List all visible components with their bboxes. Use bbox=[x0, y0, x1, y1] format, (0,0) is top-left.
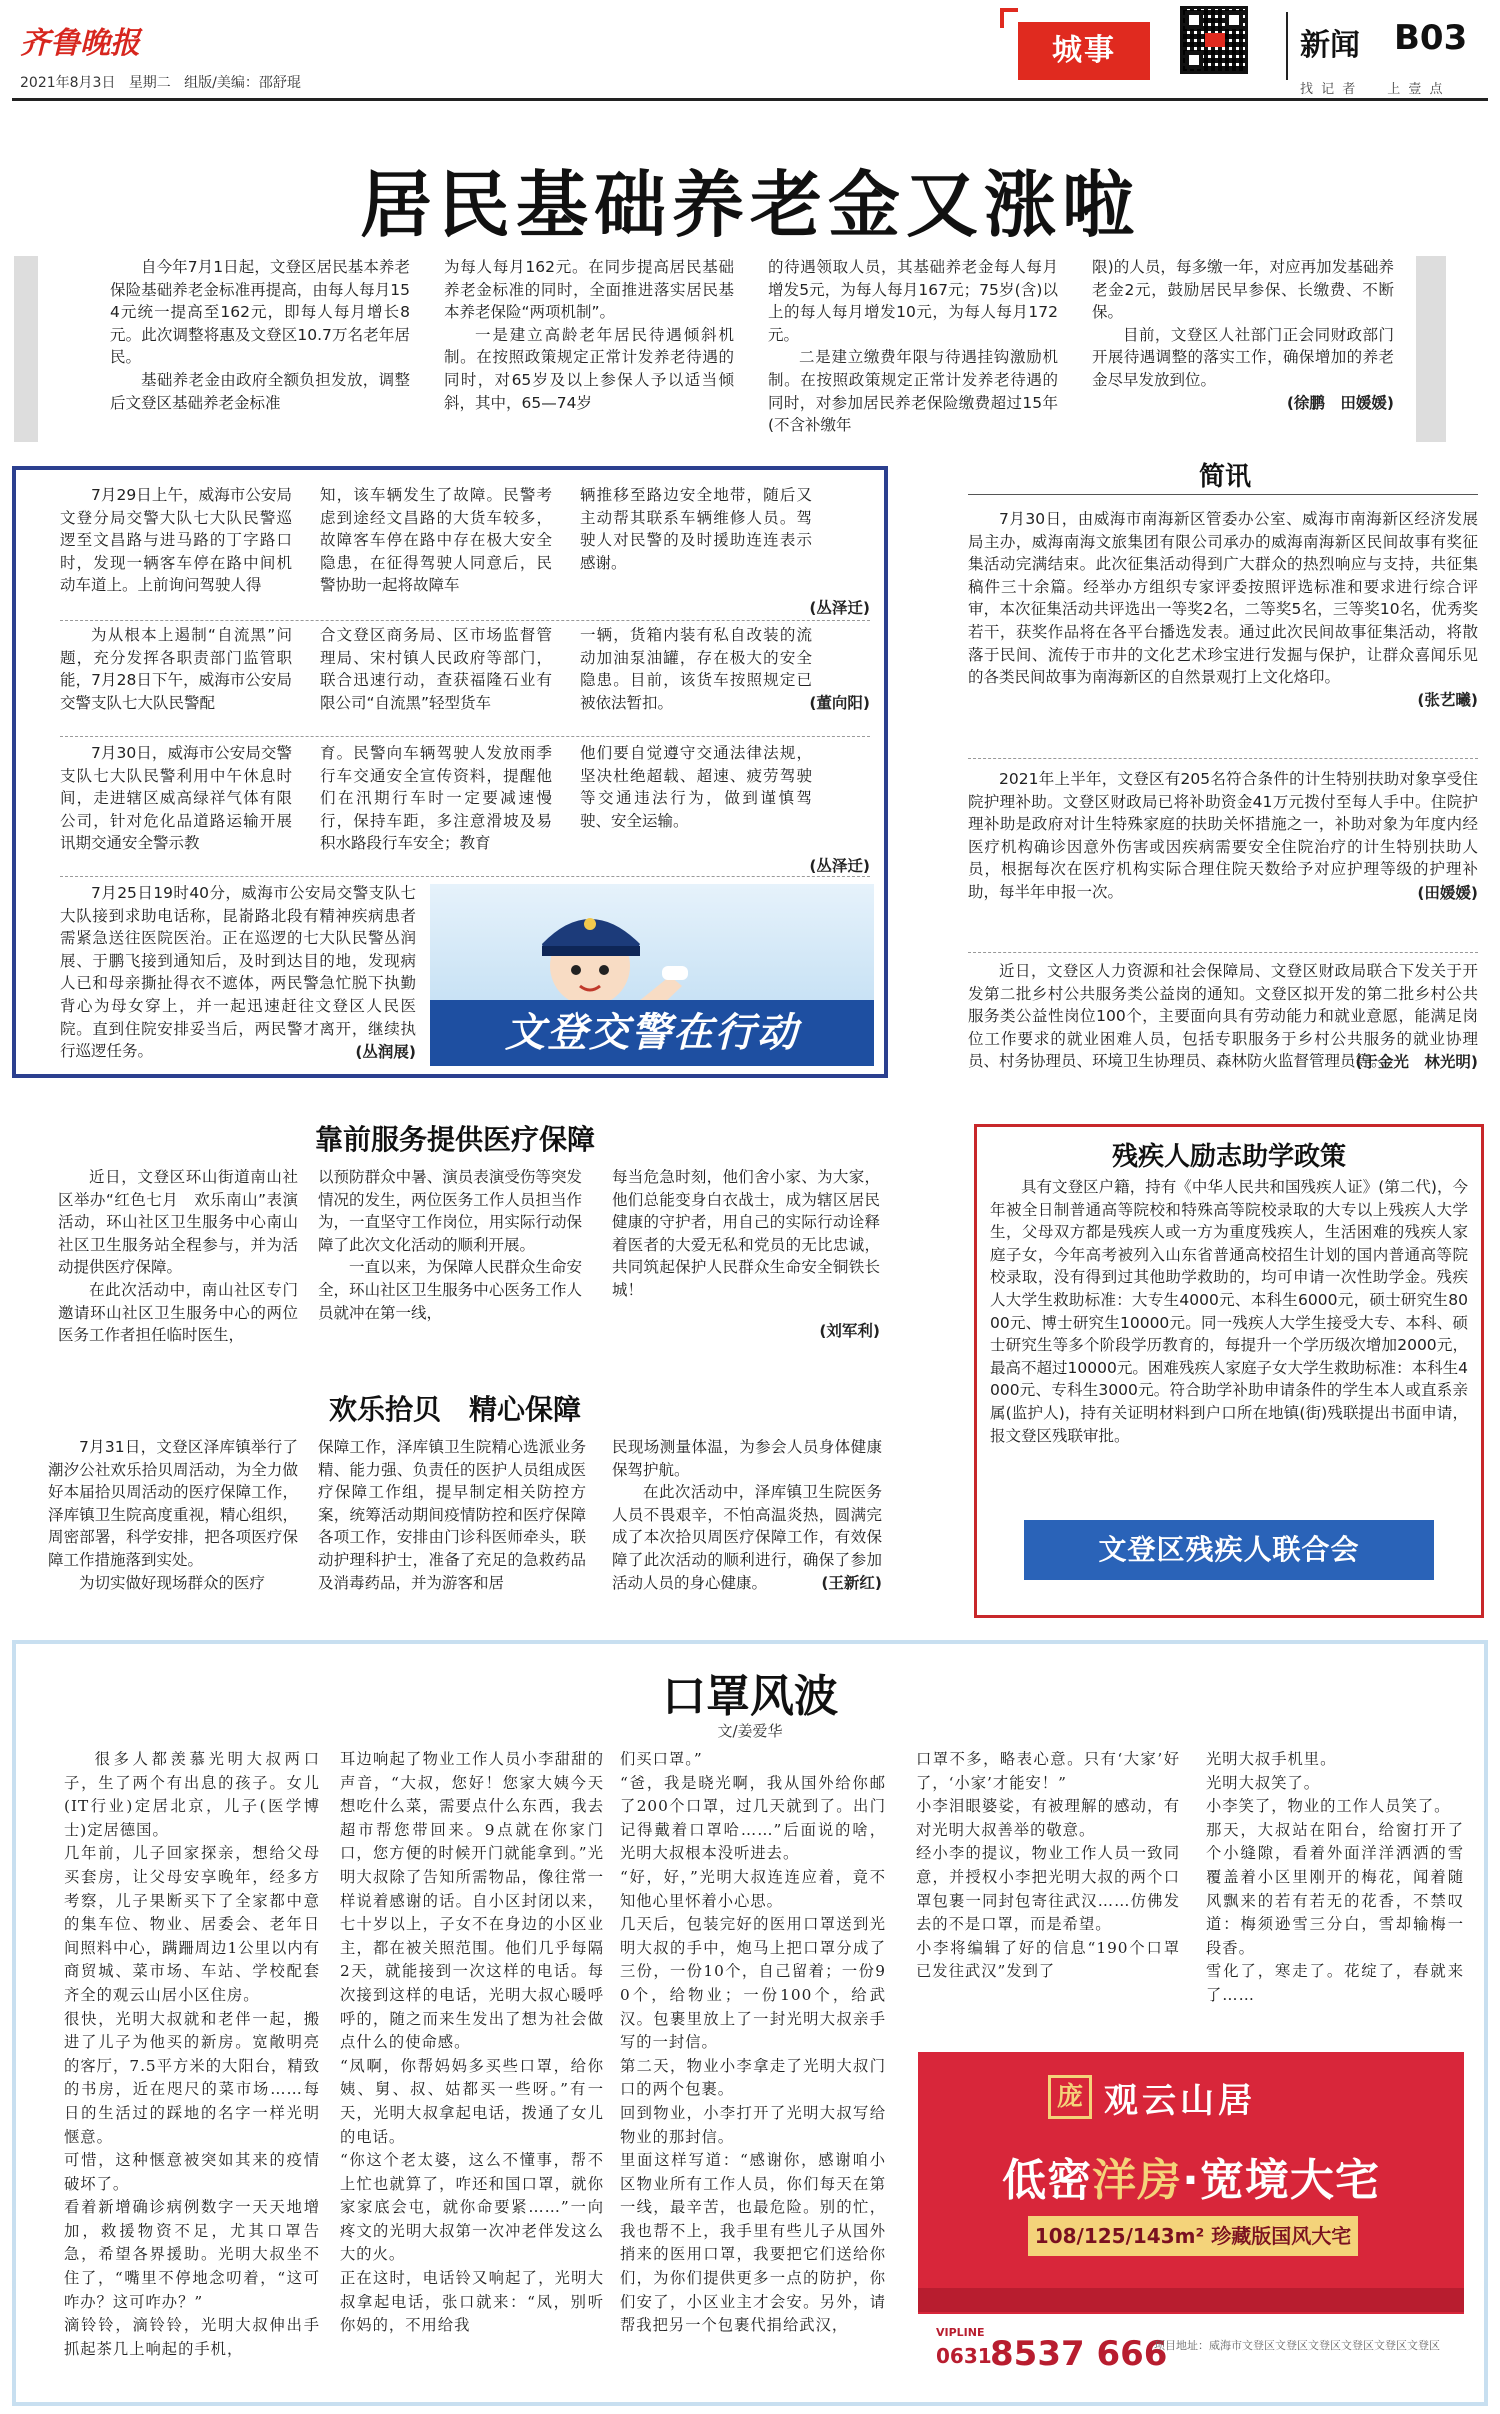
ad-spec: 108/125/143m² 珍藏版国风大宅 bbox=[1028, 2216, 1358, 2256]
brief-heading: 简讯 bbox=[1198, 462, 1251, 492]
disabled-banner: 文登区残疾人联合会 bbox=[1024, 1520, 1434, 1580]
brief-rule bbox=[968, 494, 1478, 495]
mask-col-2: 耳边响起了物业工作人员小李甜甜的声音，“大叔，您好！您家大姨今天想吃什么菜，需要点什么东西，我去超市帮您带回来。9点就在你家门口，您方便的时候开门就能拿到。”光明大叔除了告知所需物品，像往常一样说着感谢的话。自小区封闭以来，七十岁以上，子女不在身边的小区业主，都在被关照范围。他们几乎每隔2天，就能接到一次这样的电话。每次接到这样的电话，光明大叔心暖呼呼的，随之而来生发出了想为社会做点什么的使命感。 “凤啊，你帮妈妈多买些口罩，给你姨、舅、叔、姑都买一些呀。”有一天，光明大叔拿起电话，拨通了女儿的电话。 “你这个老太婆，这么不懂事，帮不上忙也就算了，咋还和国口罩，就你家家底会屯，就你命要紧……”一向疼文的光明大叔第一次冲老伴发这么大的火。 正在这时，电话铃又响起了，光明大叔拿起电话，张口就来：“凤，别听你妈的，不用给我 bbox=[340, 1750, 604, 2335]
police-row-4: 7月25日19时40分，威海市公安局交警支队七大队接到求助电话称，昆嵛路北段有精神疾病患者需紧急送往医院医治。正在巡逻的七大队民警丛润展、于鹏飞接到通知后，及时到达目的地，发现病人已和母亲撕扯得衣不遮体，两民警急忙脱下执勤背心为母女穿上，并一起迅速赶往文登区人民医院。直到住院安排妥当后，两民警才离开，继续执行巡逻任务。 (丛润展) bbox=[60, 882, 416, 1063]
police-row-3: 7月30日，威海市公安局交警支队七大队民警利用中午休息时间，走进辖区威高绿祥气体有限公司，针对危化品道路运输开展讯期交通安全警示教 育。民警向车辆驾驶人发放雨季行车交通安全宣传资料，提醒他们在汛期行车时一定要减速慢行，保持车距，多注意滑坡及易积水路段行车安全；教育 他们要自觉遵守交通法律法规，坚决杜绝超载、超速、疲劳驾驶等交通违法行为，做到谨慎驾驶、安全运输。 (丛泽迁) bbox=[60, 742, 870, 878]
lead-deco-right bbox=[1416, 256, 1446, 442]
issue-editors: 组版/美编：邵舒琨 bbox=[184, 75, 301, 91]
paper-logo: 齐鲁晚报 bbox=[20, 26, 140, 61]
lead-title: 居民基础养老金又涨啦 bbox=[359, 163, 1140, 247]
ad-brand: 观云山居 bbox=[1104, 2080, 1256, 2121]
police-row-2-src: (董向阳) bbox=[809, 694, 870, 713]
ad-seal-icon: 庞 bbox=[1048, 2075, 1092, 2119]
police-divider-3 bbox=[60, 876, 870, 877]
disabled-body: 具有文登区户籍，持有《中华人民共和国残疾人证》(第二代)，今年被全日制普通高等院校和特殊高等院校录取的大专以上残疾人大学生，父母双方都是残疾人或一方为重度残疾人，生活困难的残疾人家庭子女，今年高考被列入山东省普通高校招生计划的国内普通高等院校录取，没有得到过其他助学救助的，均可申请一次性助学金。残疾人大学生救助标准：大专生4000元、本科生6000元，硕士研究生8000元、博士研究生10000元。同一残疾人大学生接受大专、本科、硕士研究生等多个阶段学历教育的，每提升一个学历级次增加2000元，最高不超过10000元。困难残疾人家庭子女大学生救助标准：本科生4000元、专科生3000元。符合助学补助申请条件的学生本人或直系亲属(监护人)，持有关证明材料到户口所在地镇(街)残联提出书面申请，报文登区残联审批。 bbox=[990, 1178, 1468, 1445]
brief-item-3-src: (于金光 林光明) bbox=[1355, 1052, 1478, 1071]
brief-item-2: 2021年上半年，文登区有205名符合条件的计生特别扶助对象享受住院护理补助。文登区财政局已将补助资金41万元拨付至每人手中。住院护理补助是政府对计生特殊家庭的扶助关怀措施之一，补助对象为年度内经医疗机构确诊因意外伤害或因疾病需要安全住院治疗的计生特别扶助人员，根据每次在医疗机构实际合理住院天数给予对应护理等级的护理补助，每半年申报一次。 (田媛媛) bbox=[968, 768, 1478, 904]
mask-col-3: 们买口罩。” “爸，我是晓光啊，我从国外给你邮了200个口罩，过几天就到了。出门记得戴着口罩哈……”后面说的啥，光明大叔根本没听进去。 “好，好，”光明大叔连连应着，竟不知他心里怀着小心思。 几天后，包装完好的医用口罩送到光明大叔的手中，炮马上把口罩分成了三份，一份10个，自己留着；一份90个，给物业；一份100个，给武汉。包裹里放上了一封光明大叔亲手写的一封信。 第二天，物业小李拿走了光明大叔门口的两个包裹。 回到物业，小李打开了光明大叔写给物业的那封信。 里面这样写道：“感谢你，感谢咱小区物业所有工作人员，你们每天在第一线，最辛苦，也最危险。别的忙，我也帮不上，我手里有些儿子从国外捎来的医用口罩，我要把它们送给你们，为你们提供更多一点的防护，你们安了，小区业主才会安。另外，请帮我把另一个包裹代捐给武汉， bbox=[620, 1750, 886, 2335]
brief-divider-2 bbox=[968, 952, 1478, 953]
lead-col-2: 为每人每月162元。在同步提高居民基础养老金标准的同时，全面推进落实居民基本养老保险“两项机制”。 一是建立高龄老年居民待遇倾斜机制。在按照政策规定正常计发养老待遇的同时，对65岁及以上参保人予以适当倾斜，其中，65—74岁 bbox=[444, 258, 734, 412]
masthead-vrule bbox=[1286, 12, 1288, 80]
police-row-2: 为从根本上遏制“自流黑”问题，充分发挥各职责部门监管职能，7月28日下午，威海市公安局交警支队七大队民警配 合文登区商务局、区市场监督管理局、宋村镇人民政府等部门，联合迅速行动，查获福隆石业有限公司“自流黑”轻型货车 一辆，货箱内装有私自改装的流动加油泵油罐，存在极大的安全隐患。目前，该货车按照规定已被依法暂扣。 (董向阳) bbox=[60, 624, 870, 715]
mask-col-4: 口罩不多，略表心意。只有‘大家’好了，‘小家’才能安！” 小李泪眼婆娑，有被理解的感动，有对光明大叔善举的敬意。 经小李的提议，物业工作人员一致同意，并授权小李把光明大叔的两个口罩包裹一同封包寄往武汉……仿佛发去的不是口罩，而是希望。 小李将编辑了好的信息“190个口罩已发往武汉”发到了 bbox=[916, 1750, 1180, 1981]
ad-slogan: 低密洋房·宽境大宅 bbox=[1002, 2155, 1380, 2206]
ad-phone: 8537 666 bbox=[990, 2334, 1168, 2374]
disabled-title: 残疾人励志助学政策 bbox=[1111, 1142, 1346, 1172]
police-row-4-src: (丛润展) bbox=[355, 1042, 416, 1061]
issue-date-line bbox=[20, 72, 301, 92]
medical-col-1: 近日，文登区环山街道南山社区举办“红色七月 欢乐南山”表演活动，环山社区卫生服务中心南山社区卫生服务站全程参与，并为活动提供医疗保障。 在此次活动中，南山社区专门邀请环山社区卫生服务中心的两位医务工作者担任临时医生， bbox=[58, 1168, 298, 1345]
issue-date: 2021年8月3日 bbox=[20, 75, 116, 91]
red-corner-bracket bbox=[1000, 8, 1018, 28]
ad-address: 项目地址：威海市文登区文登区文登区文登区文登区文登区 bbox=[1154, 2339, 1440, 2352]
mask-author: 文/姜爱华 bbox=[717, 1722, 783, 1740]
police-divider-2 bbox=[60, 736, 870, 737]
qr-code bbox=[1180, 6, 1248, 74]
happy-title: 欢乐拾贝 精心保障 bbox=[328, 1393, 581, 1426]
lead-byline: (徐鹏 田媛媛) bbox=[1286, 393, 1394, 412]
medical-col-3: 每当危急时刻，他们舍小家、为大家，他们总能变身白衣战士，成为辖区居民健康的守护者，用自己的实际行动诠释着医者的大爱无私和党员的无比忠诚，共同筑起保护人民群众生命安全铜铁长城！ (刘军利) bbox=[612, 1166, 880, 1342]
mask-col-1: 很多人都羡慕光明大叔两口子，生了两个有出息的孩子。女儿(IT行业)定居北京，儿子(医学博士)定居德国。 几年前，儿子回家探亲，想给父母买套房，让父母安享晚年，经多方考察，儿子果断买下了全家都中意的集车位、物业、居委会、老年日间照料中心，蹒跚周边1公里以内有商贸城、菜市场、车站、学校配套齐全的观云山居小区住房。 很快，光明大叔就和老伴一起，搬进了儿子为他买的新房。宽敞明亮的客厅，7.5平方米的大阳台，精致的书房，近在咫尺的菜市场……每日的生活过的踩地的名字一样光明惬意。 可惜，这种惬意被突如其来的疫情破坏了。 看着新增确诊病例数字一天天地增加，救援物资不足，尤其口罩告急，希望各界援助。光明大叔坐不住了，“嘴里不停地念叨着，“这可咋办？这可咋办？” 滴铃铃，滴铃铃，光明大叔伸出手抓起茶几上响起的手机， bbox=[64, 1750, 320, 2358]
police-row-1: 7月29日上午，威海市公安局文登分局交警大队七大队民警巡逻至文昌路与进马路的丁字路口时，发现一辆客车停在路中间机动车道上。上前询问驾驶人得 知，该车辆发生了故障。民警考虑到途经文昌路的大货车较多，故障客车停在路中存在极大安全隐患，在征得驾驶人同意后，民警协助一起将故障车 辆推移至路边安全地带，随后又主动帮其联系车辆维修人员。驾驶人对民警的及时援助连连表示感谢。 (丛泽迁) bbox=[60, 484, 870, 620]
reporter-tagline: 找 记 者 上 壹 点 bbox=[1300, 82, 1445, 97]
brief-item-1-src: (张艺曦) bbox=[1417, 690, 1478, 709]
happy-byline: (王新红) bbox=[821, 1574, 882, 1593]
lead-deco-left bbox=[14, 256, 38, 442]
happy-col-1: 7月31日，文登区泽库镇举行了潮汐公社欢乐拾贝周活动，为全力做好本届拾贝周活动的医疗保障工作，泽库镇卫生院高度重视，精心组织，周密部署，科学安排，把各项医疗保障工作措施落到实处。 为切实做好现场群众的医疗 bbox=[48, 1438, 298, 1592]
happy-col-2: 保障工作，泽库镇卫生院精心选派业务精、能力强、负责任的医护人员组成医疗保障工作组，提早制定相关防控方案，统筹活动期间疫情防控和医疗保障各项工作，安排由门诊科医师牵头，联动护理科护士，准备了充足的急救药品及消毒药品，并为游客和居 bbox=[318, 1438, 586, 1592]
police-row-1-src: (丛泽迁) bbox=[809, 598, 870, 617]
masthead-rule bbox=[12, 98, 1488, 101]
brief-item-1: 7月30日，由威海市南海新区管委办公室、威海市南海新区经济发展局主办，威海南海文旅集团有限公司承办的威海南海新区民间故事有奖征集活动完满结束。此次征集活动得到广大群众的热烈响应与支持，共征集稿件三十余篇。经举办方组织专家评委按照评选标准和要求进行综合评审，本次征集活动共评选出一等奖2名，二等奖5名，三等奖10名，优秀奖若干，获奖作品将在各平台播选发表。通过此次民间故事征集活动，将散落于民间、流传于市井的文化艺术珍宝进行发掘与保护，让群众喜闻乐见的各类民间故事为南海新区的自然景观打上文化烙印。 (张艺曦) bbox=[968, 508, 1478, 711]
ad-footer bbox=[918, 2314, 1464, 2392]
medical-title: 靠前服务提供医疗保障 bbox=[314, 1123, 595, 1156]
ad-hotline-label: VIPLINE bbox=[936, 2326, 985, 2339]
police-illustration bbox=[430, 884, 874, 1066]
lead-col-3: 的待遇领取人员，其基础养老金每人每月增发5元，为每人每月167元；75岁(含)以上的每人每月增发10元，为每人每月172元。 二是建立缴费年限与待遇挂钩激励机制。在按照政策规定正常计发养老待遇的同时，对参加居民养老保险缴费超过15年(不含补缴年 bbox=[768, 258, 1058, 435]
medical-byline: (刘军利) bbox=[819, 1321, 880, 1340]
page-number: B03 bbox=[1394, 18, 1468, 58]
issue-weekday: 星期二 bbox=[128, 75, 171, 91]
lead-col-4: 限)的人员，每多缴一年，对应再加发基础养老金2元，鼓励居民早参保、长缴费、不断保。 目前，文登区人社部门正会同财政部门开展待遇调整的落实工作，确保增加的养老金尽早发放到位。 (徐鹏 田媛媛) bbox=[1092, 256, 1394, 414]
mask-title: 口罩风波 bbox=[662, 1671, 838, 1722]
brief-divider-1 bbox=[968, 758, 1478, 759]
happy-col-3: 民现场测量体温，为参会人员身体健康保驾护航。 在此次活动中，泽库镇卫生院医务人员不畏艰辛，不怕高温炎热，圆满完成了本次拾贝周医疗保障工作，有效保障了此次活动的顺利进行，确保了参加活动人员的身心健康。 (王新红) bbox=[612, 1436, 882, 1595]
ad-skyline bbox=[918, 2272, 1464, 2312]
police-divider-1 bbox=[60, 620, 870, 621]
property-ad bbox=[918, 2052, 1464, 2392]
brief-item-2-src: (田媛媛) bbox=[1417, 883, 1478, 902]
mask-col-5: 光明大叔手机里。 光明大叔笑了。 小李笑了，物业的工作人员笑了。 那天，大叔站在阳台，给窗打开了个小缝隙，看着外面洋洋洒洒的雪覆盖着小区里刚开的梅花，闻着随风飘来的若有若无的花香，不禁叹道：梅须逊雪三分白，雪却输梅一段香。 雪化了，寒走了。花绽了，春就来了…… bbox=[1206, 1750, 1464, 2004]
police-banner: 文登交警在行动 bbox=[430, 1000, 874, 1066]
police-row-3-src: (丛泽迁) bbox=[809, 856, 870, 875]
section-tab: 城事 bbox=[1018, 22, 1150, 80]
ad-area-code: 0631 bbox=[936, 2344, 992, 2368]
brief-item-3: 近日，文登区人力资源和社会保障局、文登区财政局联合下发关于开发第二批乡村公共服务类公益岗的通知。文登区拟开发的第二批乡村公共服务类公益性岗位100个，主要面向具有劳动能力和就业意愿，能满足岗位工作要求的就业困难人员，包括专职服务于乡村公共服务的就业协理员、村务协理员、环境卫生协理员、森林防火监督管理员等。 (于金光 林光明) bbox=[968, 960, 1478, 1074]
medical-col-2: 以预防群众中暑、演员表演受伤等突发情况的发生，两位医务工作人员担当作为，一直坚守工作岗位，用实际行动保障了此次文化活动的顺利开展。 一直以来，为保障人民群众生命安全，环山社区卫生服务中心医务工作人员就冲在第一线， bbox=[318, 1168, 582, 1322]
lead-col-1: 自今年7月1日起，文登区居民基本养老保险基础养老金标准再提高，由每人每月154元统一提高至162元，即每人每月增长8元。此次调整将惠及文登区10.7万名老年居民。 基础养老金由政府全额负担发放，调整后文登区基础养老金标准 bbox=[110, 258, 410, 412]
ad-logo bbox=[1048, 2072, 1348, 2122]
section-name: 新闻 bbox=[1300, 28, 1360, 63]
